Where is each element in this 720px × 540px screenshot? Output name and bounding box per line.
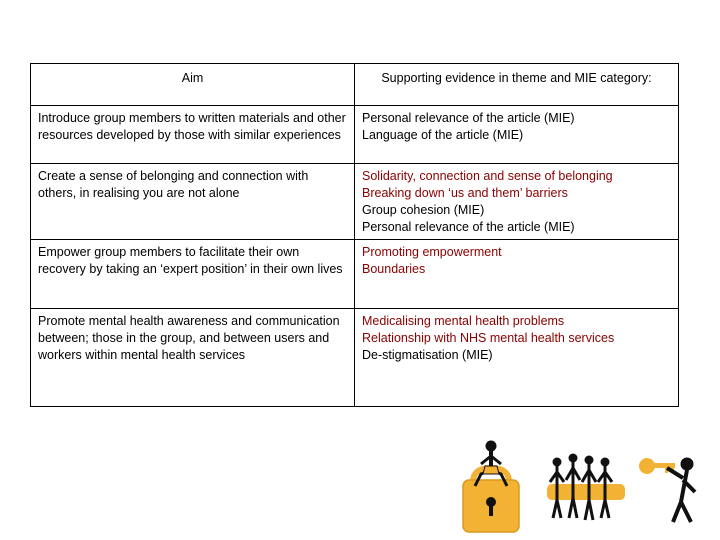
evidence-line: De-stigmatisation (MIE): [362, 348, 493, 362]
evidence-line: Group cohesion (MIE): [362, 203, 485, 217]
table-row: [31, 164, 679, 240]
evidence-line: Personal relevance of the article (MIE): [362, 220, 575, 234]
header-evidence: Supporting evidence in theme and MIE category:: [355, 64, 679, 106]
table-row: [31, 309, 679, 407]
aim-cell: Empower group members to facilitate their own recovery by taking an ‘expert position’ in their own lives: [31, 240, 355, 309]
evidence-line: Breaking down ‘us and them’ barriers: [362, 186, 568, 200]
aim-cell: Introduce group members to written materials and other resources developed by those with similar experiences: [31, 106, 355, 164]
aims-table: [30, 63, 679, 407]
evidence-line: Boundaries: [362, 262, 426, 276]
table-row: [31, 106, 679, 164]
evidence-line: Personal relevance of the article (MIE): [362, 111, 575, 125]
evidence-line: Relationship with NHS mental health services: [362, 331, 615, 345]
evidence-line: Medicalising mental health problems: [362, 314, 565, 328]
evidence-cell: [355, 240, 679, 309]
evidence-line: Solidarity, connection and sense of belonging: [362, 169, 613, 183]
aim-cell: Promote mental health awareness and communication between; those in the group, and between users and workers within mental health services: [31, 309, 355, 407]
aim-cell: Create a sense of belonging and connection with others, in realising you are not alone: [31, 164, 355, 240]
evidence-cell: [355, 164, 679, 240]
padlock-icon: [463, 468, 519, 532]
group-of-figures-icon: [547, 454, 625, 520]
evidence-cell: [355, 309, 679, 407]
evidence-line: Promoting empowerment: [362, 245, 502, 259]
clipart-illustration: [455, 440, 705, 540]
evidence-cell: [355, 106, 679, 164]
table-header-row: [31, 64, 679, 106]
header-aim: Aim: [31, 64, 355, 106]
table-row: [31, 240, 679, 309]
evidence-line: Language of the article (MIE): [362, 128, 524, 142]
